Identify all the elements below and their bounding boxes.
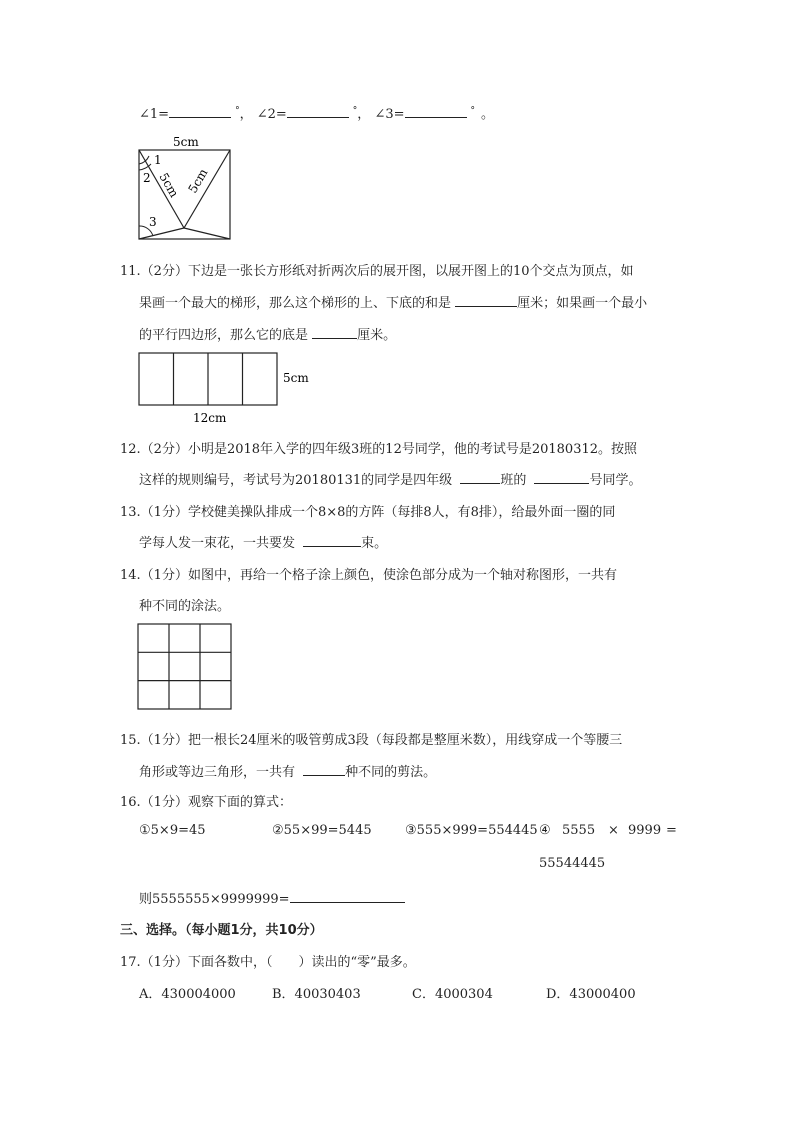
q12-line2	[139, 469, 679, 488]
q10-square-figure	[137, 134, 237, 234]
q11-line3	[139, 324, 679, 343]
q16-expr4-operand2: 9999	[628, 823, 662, 838]
q11-text: 厘米。	[357, 328, 397, 343]
separator: ，	[357, 107, 371, 122]
q16-line3	[139, 888, 405, 907]
q16-expr3: ③555×999=554445	[405, 823, 538, 838]
base-right	[184, 228, 230, 239]
angle2-blank[interactable]	[287, 105, 349, 118]
q13-text: 束。	[361, 536, 388, 551]
angle1-label: ∠1=	[139, 107, 170, 122]
section3-title: 三、选择。（每小题1分，共10分）	[120, 923, 323, 938]
angle3-blank[interactable]	[405, 105, 467, 118]
q16-text: 则5555555×9999999=	[139, 892, 290, 907]
q13-line1: 13.（1分）学校健美操队排成一个8×8的方阵（每排8人，有8排），给最外面一圈的同	[120, 505, 616, 520]
q11-blank2[interactable]	[312, 326, 357, 339]
angle1-blank[interactable]	[169, 105, 231, 118]
q16-expr4-result: 55544445	[539, 856, 606, 871]
q15-text: 种不同的剪法。	[345, 765, 437, 780]
angle3-label: ∠3=	[374, 107, 405, 122]
q14-grid-figure	[137, 622, 237, 712]
q16-expr4-times: ×	[608, 823, 619, 838]
q17-option-b[interactable]: B．40030403	[272, 987, 361, 1002]
angle2-label: ∠2=	[256, 107, 287, 122]
q16-expr1: ①5×9=45	[139, 823, 206, 838]
q16-expr4-equals: =	[666, 823, 677, 838]
fig-diag-left-label: 5cm	[156, 170, 182, 200]
grid-outline	[138, 624, 231, 709]
q14-line2: 种不同的涂法。	[139, 599, 231, 614]
fig-diag-right-label: 5cm	[185, 166, 211, 196]
degree-sign: °	[352, 105, 358, 116]
q12-blank2[interactable]	[534, 471, 589, 484]
q15-blank[interactable]	[303, 763, 345, 776]
q11-line1: 11.（2分）下边是一张长方形纸对折两次后的展开图，以展开图上的10个交点为顶点，如	[120, 264, 634, 279]
q17-option-c[interactable]: C．4000304	[412, 987, 493, 1002]
q16-expr2: ②55×99=5445	[272, 823, 372, 838]
angle-arc-1	[139, 156, 149, 164]
q13-line2	[139, 532, 679, 551]
q17-line1: 17.（1分）下面各数中，（ ）读出的“零”最多。	[120, 955, 416, 970]
q17-option-d[interactable]: D．43000400	[546, 987, 636, 1002]
q16-expr4-circle: ④	[539, 823, 551, 838]
q15-line2	[139, 761, 679, 780]
q12-text: 这样的规则编号，考试号为20180131的同学是四年级	[139, 473, 453, 488]
q12-line1: 12.（2分）小明是2018年入学的四年级3班的12号同学，他的考试号是20180312。按照	[120, 442, 638, 457]
q14-line1: 14.（1分）如图中，再给一个格子涂上颜色，使涂色部分成为一个轴对称图形，一共有	[120, 568, 617, 583]
q13-blank[interactable]	[303, 534, 361, 547]
q11-rectangle-figure	[137, 350, 317, 440]
fig-angle3-label: 3	[149, 215, 157, 229]
q16-line1: 16.（1分）观察下面的算式：	[120, 795, 292, 810]
q12-blank1[interactable]	[460, 471, 500, 484]
q12-text: 班的	[500, 473, 527, 488]
fig-top-label: 5cm	[173, 135, 199, 149]
period: 。	[481, 107, 495, 122]
q11-text: 的平行四边形，那么它的底是	[139, 328, 309, 343]
q11-text: 厘米；如果画一个最小	[517, 296, 648, 311]
q11-line2	[139, 292, 679, 311]
q16-expr4-operand1: 5555	[562, 823, 596, 838]
q17-option-a[interactable]: A．430004000	[139, 987, 236, 1002]
q11-text: 果画一个最大的梯形，那么这个梯形的上、下底的和是	[139, 296, 452, 311]
fig-angle2-label: 2	[143, 171, 151, 185]
degree-sign: °	[470, 105, 475, 116]
degree-sign: °	[235, 105, 240, 116]
q12-text: 号同学。	[589, 473, 642, 488]
separator: ，	[239, 107, 253, 122]
q16-blank[interactable]	[290, 890, 405, 903]
q11-blank1[interactable]	[455, 294, 517, 307]
base-left	[139, 228, 184, 239]
q10-angle-line	[139, 103, 494, 122]
q13-text: 学每人发一束花，一共要发	[139, 536, 296, 551]
q15-line1: 15.（1分）把一根长24厘米的吸管剪成3段（每段都是整厘米数），用线穿成一个等腰三	[120, 733, 623, 748]
fig-width-label: 12cm	[193, 411, 227, 425]
fig-height-label: 5cm	[283, 371, 309, 385]
fig-angle1-label: 1	[154, 153, 162, 167]
q15-text: 角形或等边三角形，一共有	[139, 765, 296, 780]
